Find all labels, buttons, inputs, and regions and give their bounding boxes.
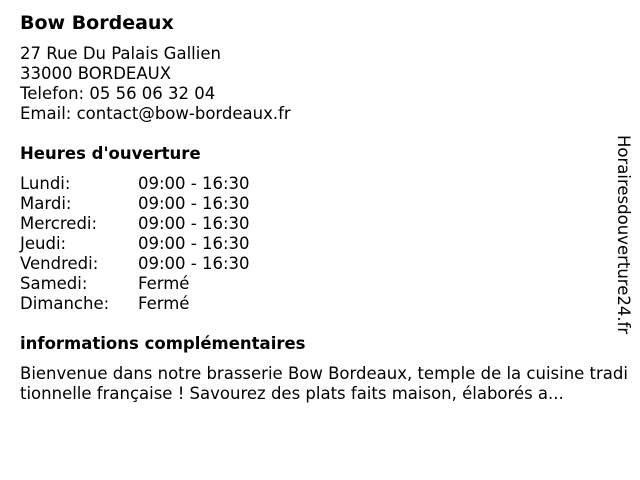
- hours-time-value: 09:00 - 16:30: [138, 174, 250, 193]
- business-name: Bow Bordeaux: [20, 12, 174, 34]
- hours-day-label: Lundi:: [20, 174, 71, 193]
- hours-row-friday: [20, 254, 630, 274]
- hours-time-value: 09:00 - 16:30: [138, 254, 250, 273]
- additional-info-title: informations complémentaires: [20, 334, 306, 353]
- hours-day-label: Vendredi:: [20, 254, 99, 273]
- site-watermark: Horairesdouverture24.fr: [614, 135, 633, 335]
- business-card: [20, 10, 630, 404]
- opening-hours-title: Heures d'ouverture: [20, 144, 201, 163]
- hours-row-monday: [20, 174, 630, 194]
- email-address: Email: contact@bow-bordeaux.fr: [20, 104, 291, 123]
- hours-day-label: Mercredi:: [20, 214, 98, 233]
- hours-row-sunday: [20, 294, 630, 314]
- hours-day-label: Jeudi:: [20, 234, 67, 253]
- hours-day-label: Dimanche:: [20, 294, 110, 313]
- phone-number: Telefon: 05 56 06 32 04: [20, 84, 216, 103]
- opening-hours-table: [20, 174, 630, 314]
- hours-row-wednesday: [20, 214, 630, 234]
- hours-time-value: Fermé: [138, 274, 190, 293]
- hours-day-label: Mardi:: [20, 194, 72, 213]
- hours-row-tuesday: [20, 194, 630, 214]
- hours-time-value: Fermé: [138, 294, 190, 313]
- hours-day-label: Samedi:: [20, 274, 88, 293]
- hours-time-value: 09:00 - 16:30: [138, 234, 250, 253]
- additional-info-text: Bienvenue dans notre brasserie Bow Bordeaux, temple de la cuisine traditionnelle française ! Savourez des plats faits maison, élaborés a...: [20, 364, 628, 403]
- hours-time-value: 09:00 - 16:30: [138, 214, 250, 233]
- address-city: 33000 BORDEAUX: [20, 64, 172, 83]
- hours-row-thursday: [20, 234, 630, 254]
- hours-row-saturday: [20, 274, 630, 294]
- hours-time-value: 09:00 - 16:30: [138, 194, 250, 213]
- address-street: 27 Rue Du Palais Gallien: [20, 44, 221, 63]
